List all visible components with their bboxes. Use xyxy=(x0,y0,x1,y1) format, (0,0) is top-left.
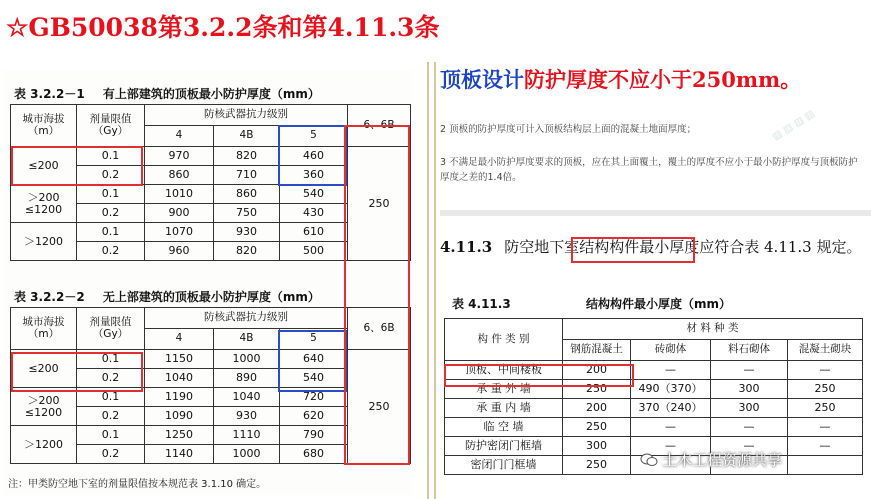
table1-head-altitude: 城市海拔 （m） xyxy=(11,105,77,147)
table1-number: 表 3.2.2－1 xyxy=(14,87,85,101)
table-cell: 890 xyxy=(214,369,280,388)
table-cell: ＞200 ≤1200 xyxy=(11,185,77,223)
table-row xyxy=(445,418,863,437)
table-cell: 0.2 xyxy=(77,407,145,426)
table-cell: 250 xyxy=(563,380,631,399)
table-cell: — xyxy=(631,418,711,437)
table-cell: — xyxy=(788,418,863,437)
right-headline xyxy=(440,64,801,94)
table-cell: 620 xyxy=(280,407,348,426)
table1-head-dose: 剂量限值 （Gy） xyxy=(77,105,145,147)
table-cell: 防护密闭门框墙 xyxy=(445,437,563,456)
headline-part-blue: 顶板设计 xyxy=(440,67,524,92)
table-cell: 0.1 xyxy=(77,223,145,242)
table-cell: 930 xyxy=(214,407,280,426)
divider-line xyxy=(434,62,436,499)
table-cell: 370（240） xyxy=(631,399,711,418)
table-cell: 1000 xyxy=(214,445,280,464)
divider-line xyxy=(427,62,429,499)
table1-caption xyxy=(14,85,320,102)
table-cell: 1110 xyxy=(214,426,280,445)
table3-head-type: 构 件 类 别 xyxy=(445,319,563,361)
table-cell: 860 xyxy=(214,185,280,204)
table-cell: 300 xyxy=(711,399,788,418)
table-cell: — xyxy=(711,437,788,456)
table-cell: 250 xyxy=(788,399,863,418)
highlight-box-level5-t2 xyxy=(278,330,347,392)
table-cell: ＞1200 xyxy=(11,223,77,261)
table3-material-concrete: 钢筋混凝土 xyxy=(563,340,631,361)
table-cell: 200 xyxy=(563,361,631,380)
table-cell: 0.1 xyxy=(77,426,145,445)
table2-title: 无上部建筑的顶板最小防护厚度（mm） xyxy=(102,290,320,304)
table3-material-brick: 砖砌体 xyxy=(631,340,711,361)
table1-merged-value: 250 xyxy=(348,147,411,261)
table-cell: 710 xyxy=(214,166,280,185)
table-cell: 承 重 外 墙 xyxy=(445,380,563,399)
highlight-box-roof-slab xyxy=(444,364,634,387)
table2-caption xyxy=(14,288,320,305)
table-cell: 0.2 xyxy=(77,166,145,185)
table-cell: 1040 xyxy=(145,369,214,388)
table-cell: 0.1 xyxy=(77,185,145,204)
table-cell: 1250 xyxy=(145,426,214,445)
watermark-text: 土木工程资源共享 xyxy=(662,451,783,469)
table-cell: 720 xyxy=(280,388,348,407)
table-cell: 860 xyxy=(145,166,214,185)
table3-material-block: 混凝土砌块 xyxy=(788,340,863,361)
table-cell: 1140 xyxy=(145,445,214,464)
table-cell: 960 xyxy=(145,242,214,261)
clause-part-a: 防空地下室 xyxy=(504,238,580,256)
table-cell: 1010 xyxy=(145,185,214,204)
table-footnote: 注：甲类防空地下室的剂量限值按本规范表 3.1.10 确定。 xyxy=(8,479,267,490)
table-cell: 0.1 xyxy=(77,388,145,407)
table3-head-group: 材 料 种 类 xyxy=(563,319,863,340)
table-cell: 1150 xyxy=(145,350,214,369)
faint-watermark: ▨ ▨ ▨ ▨ xyxy=(770,108,817,143)
table-cell: ≤200 xyxy=(11,147,77,185)
table-cell: 1090 xyxy=(145,407,214,426)
table-cell xyxy=(788,456,863,475)
table-cell: ＞200 ≤1200 xyxy=(11,388,77,426)
note-line-2: 2 顶板的防护厚度可计入顶板结构层上面的混凝土地面厚度； xyxy=(440,124,697,135)
table-cell: 0.2 xyxy=(77,445,145,464)
table-cell: 790 xyxy=(280,426,348,445)
table-cell: 承 重 内 墙 xyxy=(445,399,563,418)
wechat-icon xyxy=(640,453,658,467)
table2-level-6: 6、6B xyxy=(348,308,411,350)
table-cell: 490（370） xyxy=(631,380,711,399)
table-cell: 430 xyxy=(280,204,348,223)
table-cell: 250 xyxy=(563,456,631,475)
table3-title: 结构构件最小厚度（mm） xyxy=(586,297,732,311)
table-cell: 顶板、中间楼板 xyxy=(445,361,563,380)
table2-merged-value: 250 xyxy=(348,350,411,464)
table-cell: 750 xyxy=(214,204,280,223)
table-cell: 970 xyxy=(145,147,214,166)
table3-material-stone: 料石砌体 xyxy=(711,340,788,361)
highlight-box-level6-column xyxy=(344,125,410,465)
table2-head-dose: 剂量限值 （Gy） xyxy=(77,308,145,350)
table-cell: 360 xyxy=(280,166,348,185)
table-cell: — xyxy=(631,361,711,380)
table1-level-4: 4 xyxy=(145,126,214,147)
table-cell: 680 xyxy=(280,445,348,464)
table2-level-4: 4 xyxy=(145,329,214,350)
table-cell: — xyxy=(788,361,863,380)
table2-head-altitude: 城市海拔 （m） xyxy=(11,308,77,350)
table1-head-group: 防核武器抗力级别 xyxy=(145,105,348,126)
table-cell: 1190 xyxy=(145,388,214,407)
table-cell: 640 xyxy=(280,350,348,369)
table2-level-4b: 4B xyxy=(214,329,280,350)
highlight-box-alt200-t2 xyxy=(11,352,143,392)
headline-part-red: 防护厚度不应小于250mm。 xyxy=(524,67,802,92)
table-cell: 密闭门门框墙 xyxy=(445,456,563,475)
separator-band xyxy=(440,210,871,216)
table-cell: 930 xyxy=(214,223,280,242)
table-cell: 900 xyxy=(145,204,214,223)
table-cell: 250 xyxy=(563,418,631,437)
table2-head-group: 防核武器抗力级别 xyxy=(145,308,348,329)
clause-part-b: 结构构件最小厚度 xyxy=(579,238,700,256)
table-cell: — xyxy=(711,361,788,380)
table3-number: 表 4.11.3 xyxy=(452,297,511,311)
table-cell: 1070 xyxy=(145,223,214,242)
table-cell: — xyxy=(711,418,788,437)
highlight-box-level5-t1 xyxy=(278,125,347,186)
highlight-box-clause xyxy=(571,237,695,263)
table-cell: 0.2 xyxy=(77,242,145,261)
table-row xyxy=(445,399,863,418)
source-watermark xyxy=(640,449,782,470)
table-cell: ≤200 xyxy=(11,350,77,388)
table-cell: 460 xyxy=(280,147,348,166)
table-cell: 300 xyxy=(563,437,631,456)
table1-level-4b: 4B xyxy=(214,126,280,147)
table-cell: — xyxy=(788,437,863,456)
table-cell: 250 xyxy=(788,380,863,399)
clause-part-c: 应符合表 4.11.3 规定。 xyxy=(699,238,862,256)
highlight-box-alt200-t1 xyxy=(11,146,143,186)
table-cell: 0.1 xyxy=(77,350,145,369)
table-cell: 300 xyxy=(711,380,788,399)
table1-level-6: 6、6B xyxy=(348,105,411,147)
table-cell: 820 xyxy=(214,242,280,261)
table-cell: 200 xyxy=(563,399,631,418)
table-cell: 临 空 墙 xyxy=(445,418,563,437)
table1-level-5: 5 xyxy=(280,126,348,147)
table-cell: 540 xyxy=(280,185,348,204)
table-cell: 1000 xyxy=(214,350,280,369)
table-cell: 0.2 xyxy=(77,369,145,388)
table2-level-5: 5 xyxy=(280,329,348,350)
table-cell: 500 xyxy=(280,242,348,261)
table-cell: 820 xyxy=(214,147,280,166)
note-line-3: 3 不满足最小防护厚度要求的顶板，应在其上面覆土，覆土的厚度不应小于最小防护厚度与顶板防护厚度之差的1.4倍。 xyxy=(440,157,858,184)
table-cell: — xyxy=(631,437,711,456)
table-cell: 0.2 xyxy=(77,204,145,223)
page-title: ☆GB50038第3.2.2条和第4.11.3条 xyxy=(6,13,440,42)
table-cell: 540 xyxy=(280,369,348,388)
table2-number: 表 3.2.2－2 xyxy=(14,290,85,304)
table-cell: ＞1200 xyxy=(11,426,77,464)
table-cell: 610 xyxy=(280,223,348,242)
table1-title: 有上部建筑的顶板最小防护厚度（mm） xyxy=(102,87,320,101)
table-cell: 1040 xyxy=(214,388,280,407)
clause-number: 4.11.3 xyxy=(440,238,493,256)
table-cell: 0.1 xyxy=(77,147,145,166)
